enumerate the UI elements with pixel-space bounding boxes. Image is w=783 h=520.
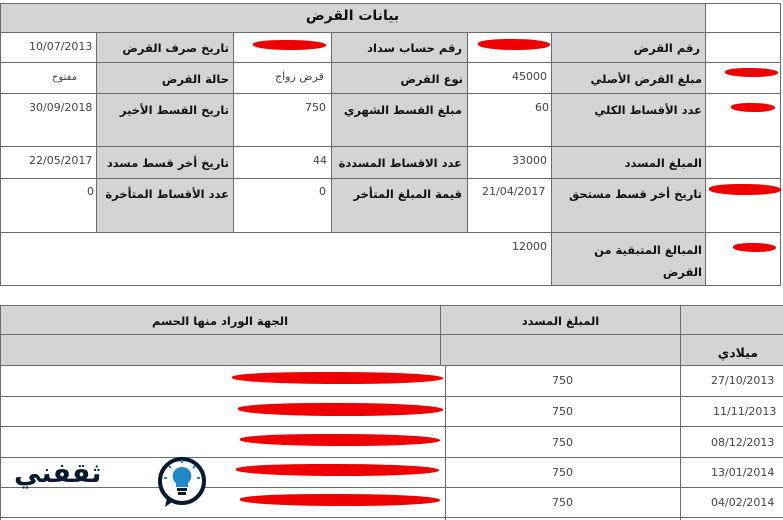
overdue-count-value: 0 bbox=[87, 185, 94, 198]
payment-row-1-date: 27/10/2013 bbox=[711, 374, 775, 387]
last-paid-date-label: تاريخ أخر قسط مسدد bbox=[106, 156, 229, 170]
payment-row-2-date: 11/11/2013 bbox=[713, 405, 777, 418]
loan-number-redaction bbox=[725, 68, 778, 77]
payment-row-5-date: 04/02/2014 bbox=[711, 496, 775, 509]
payment-row-4-source-redaction bbox=[236, 464, 439, 476]
original-amount-label: مبلغ القرض الأصلي bbox=[590, 72, 702, 86]
paid-amount-label: المبلغ المسدد bbox=[624, 156, 702, 170]
last-due-redaction bbox=[709, 184, 781, 195]
col-date-header: ميلادي bbox=[717, 345, 758, 360]
remaining-redaction bbox=[733, 243, 776, 252]
remaining-label-line1: المبالغ المتبقية من bbox=[594, 243, 702, 257]
overdue-count-label: عدد الأقساط المتأخرة bbox=[105, 187, 229, 201]
payment-row-3-source-redaction bbox=[240, 434, 440, 446]
payment-row-2-source-redaction bbox=[238, 403, 443, 416]
payment-row-5-source-redaction bbox=[240, 494, 440, 506]
disburse-date-value: 10/07/2013 bbox=[29, 40, 93, 53]
payment-row-4-amount: 750 bbox=[552, 466, 573, 479]
paid-count-label: عدد الاقساط المسددة bbox=[338, 156, 462, 170]
last-due-date-value: 21/04/2017 bbox=[482, 185, 546, 198]
overdue-amount-value: 0 bbox=[319, 185, 326, 198]
total-installments-redaction bbox=[731, 103, 775, 112]
total-installments-value: 60 bbox=[535, 101, 549, 114]
disburse-date-label: تاريخ صرف القرض bbox=[122, 41, 229, 55]
total-installments-label: عدد الأقساط الكلي bbox=[594, 103, 702, 117]
loan-status-label: حالة القرض bbox=[161, 72, 229, 86]
loan-details-title: بيانات القرض bbox=[305, 8, 400, 24]
overdue-amount-label: قيمة المبلغ المتأخر bbox=[353, 187, 462, 201]
payment-row-1-amount: 750 bbox=[552, 374, 573, 387]
payment-row-3-amount: 750 bbox=[552, 436, 573, 449]
remaining-amount-value: 12000 bbox=[512, 240, 547, 253]
original-amount-value: 45000 bbox=[512, 70, 547, 83]
loan-type-value: قرض زواج bbox=[275, 70, 324, 83]
last-installment-date-label: تاريخ القسط الأخير bbox=[119, 103, 229, 117]
paid-count-value: 44 bbox=[313, 154, 327, 167]
payment-row-1-source-redaction bbox=[232, 372, 443, 384]
last-due-date-label: تاريخ أخر قسط مستحق bbox=[569, 187, 702, 201]
col-source-header: الجهة الوراد منها الحسم bbox=[151, 314, 289, 328]
paid-amount-value: 33000 bbox=[512, 154, 547, 167]
account-number-label: رقم حساب سداد bbox=[367, 41, 462, 55]
account-number-redaction bbox=[478, 39, 550, 50]
payment-row-4-date: 13/01/2014 bbox=[711, 466, 775, 479]
loan-type-label: نوع القرض bbox=[400, 72, 463, 86]
last-installment-date-value: 30/09/2018 bbox=[29, 101, 93, 114]
col-amount-header: المبلغ المسدد bbox=[521, 314, 600, 328]
remaining-label-line2: القرض bbox=[662, 265, 702, 279]
payment-row-5-amount: 750 bbox=[552, 496, 573, 509]
lightbulb-icon bbox=[153, 454, 211, 510]
monthly-amount-value: 750 bbox=[305, 101, 326, 114]
loan-number-label: رقم القرض bbox=[633, 41, 700, 55]
account-holder-redaction bbox=[253, 40, 326, 50]
loan-status-value: مفتوح bbox=[52, 72, 78, 83]
monthly-amount-label: مبلغ القسط الشهري bbox=[343, 103, 462, 117]
last-paid-date-value: 22/05/2017 bbox=[29, 154, 93, 167]
watermark-logo bbox=[10, 452, 220, 510]
payment-row-3-date: 08/12/2013 bbox=[711, 436, 775, 449]
watermark-brand-text: ثقفني bbox=[14, 458, 102, 489]
payment-row-2-amount: 750 bbox=[552, 405, 573, 418]
